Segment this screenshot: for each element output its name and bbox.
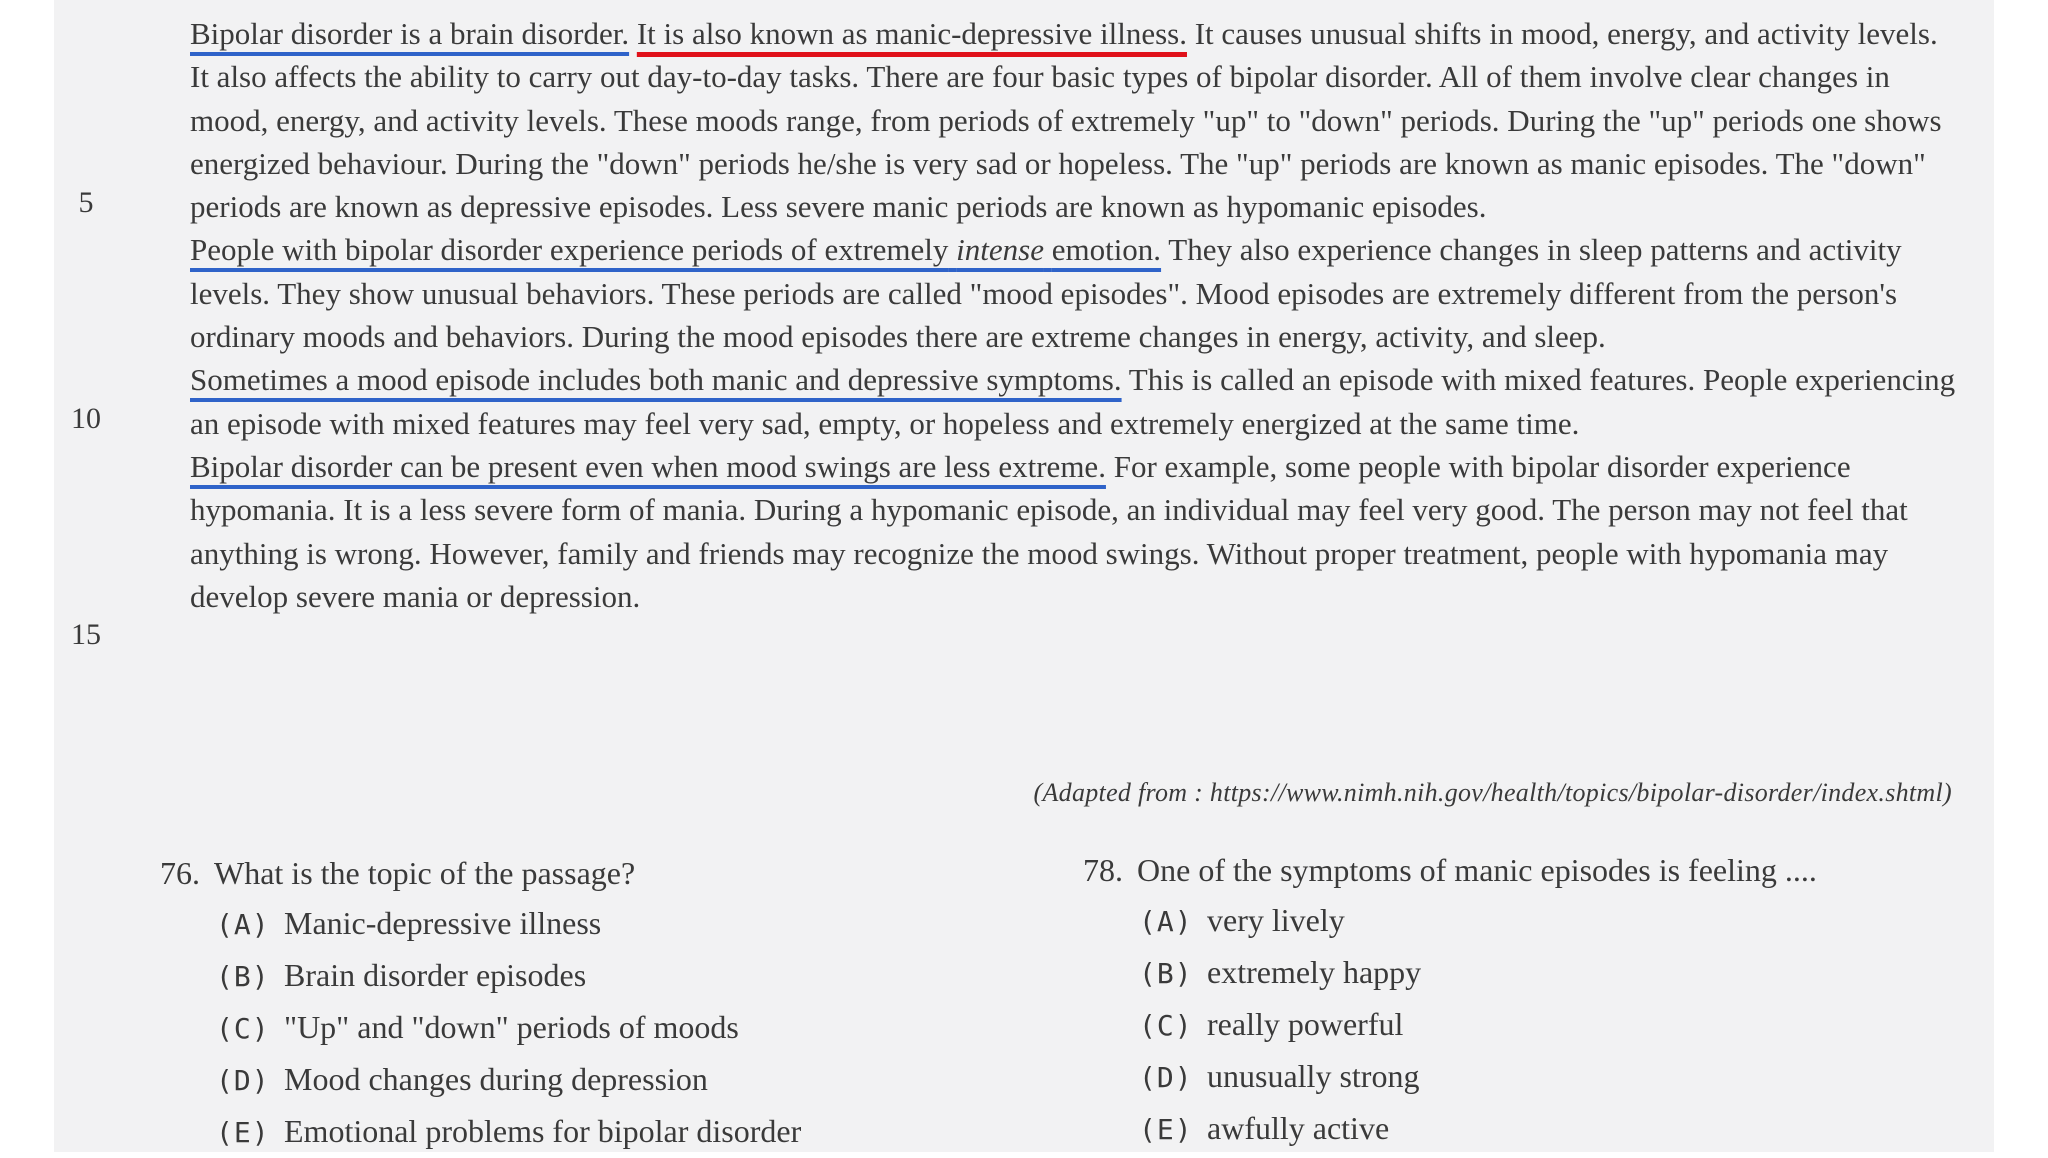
paragraph-4 [132,445,1962,618]
question-text: One of the symptoms of manic episodes is feeling .... [1137,852,1817,888]
question-76 [160,848,1020,1158]
answer-option-a[interactable] [1139,895,1943,947]
paragraph-3 [132,358,1962,445]
option-letter: (C) [216,1012,270,1045]
option-letter: (C) [1139,1009,1193,1042]
answer-option-e[interactable] [216,1106,1020,1158]
paragraph-text: It causes unusual shifts in mood, energy, and activity levels. It also affects the ability to carry out day-to-day tasks. There are four basic types of bipolar disorder. All of them involve clear changes in mood, energy, and activity levels. These moods range, from periods of extremely "up" to "down" periods. During the "up" periods one shows energized behaviour. During the "down" periods he/she is very sad or hopeless. The "up" periods are known as manic episodes. The "down" periods are known as depressive episodes. Less severe manic periods are known as hypomanic episodes. [190,16,1942,225]
underlined-sentence: People with bipolar disorder experience periods of extremely intense emotion. [190,232,1162,268]
option-text: Manic-depressive illness [284,905,602,941]
question-text: What is the topic of the passage? [214,855,636,891]
question-stem [160,848,1020,898]
red-underlined-sentence: It is also known as manic-depressive illness. [636,16,1187,51]
question-number: 78. [1083,852,1123,888]
question-number: 76. [160,855,200,891]
answer-option-b[interactable] [216,950,1020,1002]
paragraph-text: For example, some people with bipolar disorder experience hypomania. It is a less severe form of mania. During a hypomanic episode, an individual may feel very good. The person may not feel that anything is wrong. However, family and friends may recognize the mood swings. Without proper treatment, people with hypomania may develop severe mania or depression. [190,448,1908,614]
underlined-sentence: Bipolar disorder can be present even when mood swings are less extreme. [190,448,1106,484]
option-letter: (E) [216,1116,270,1149]
option-letter: (D) [1139,1061,1193,1094]
underlined-sentence: Sometimes a mood episode includes both manic and depressive symptoms. [190,362,1122,398]
reading-passage [132,12,1962,618]
option-text: Brain disorder episodes [284,957,587,993]
option-text: "Up" and "down" periods of moods [284,1009,739,1045]
option-text: very lively [1207,902,1345,938]
underlined-sentence: Bipolar disorder is a brain disorder. [190,16,630,51]
option-text: unusually strong [1207,1058,1420,1094]
paragraph-text: This is called an episode with mixed features. People experiencing an episode with mixed features may feel very sad, empty, or hopeless and extremely energized at the same time. [190,362,1956,441]
answer-option-b[interactable] [1139,947,1943,999]
answer-option-d[interactable] [216,1054,1020,1106]
option-letter: (B) [1139,957,1193,990]
option-text: really powerful [1207,1006,1404,1042]
answer-option-c[interactable] [1139,999,1943,1051]
answer-options [160,898,1020,1158]
option-letter: (A) [216,908,270,941]
paragraph-text: They also experience changes in sleep patterns and activity levels. They show unusual behaviors. These periods are called "mood episodes". Mood episodes are extremely different from the person's ordinary moods and behaviors. During the mood episodes there are extreme changes in energy, activity, and sleep. [190,232,1902,355]
question-stem [1083,845,1943,895]
line-number-10: 10 [71,402,101,435]
option-text: extremely happy [1207,954,1422,990]
option-text: Emotional problems for bipolar disorder [284,1113,802,1149]
answer-option-c[interactable] [216,1002,1020,1054]
answer-option-a[interactable] [216,898,1020,950]
option-letter: (E) [1139,1113,1193,1146]
line-number-5: 5 [78,186,94,219]
italic-word: intense [956,232,1044,268]
option-text: Mood changes during depression [284,1061,708,1097]
paragraph-1 [132,12,1962,228]
answer-option-e[interactable] [1139,1103,1943,1155]
option-letter: (B) [216,960,270,993]
paragraph-2 [132,228,1962,358]
question-78 [1083,845,1943,1155]
answer-option-d[interactable] [1139,1051,1943,1103]
option-letter: (D) [216,1064,270,1097]
source-citation: (Adapted from : https://www.nimh.nih.gov/health/topics/bipolar-disorder/index.shtml) [1033,778,1952,807]
answer-options [1083,895,1943,1155]
option-letter: (A) [1139,905,1193,938]
line-number-15: 15 [71,618,101,651]
option-text: awfully active [1207,1110,1390,1146]
